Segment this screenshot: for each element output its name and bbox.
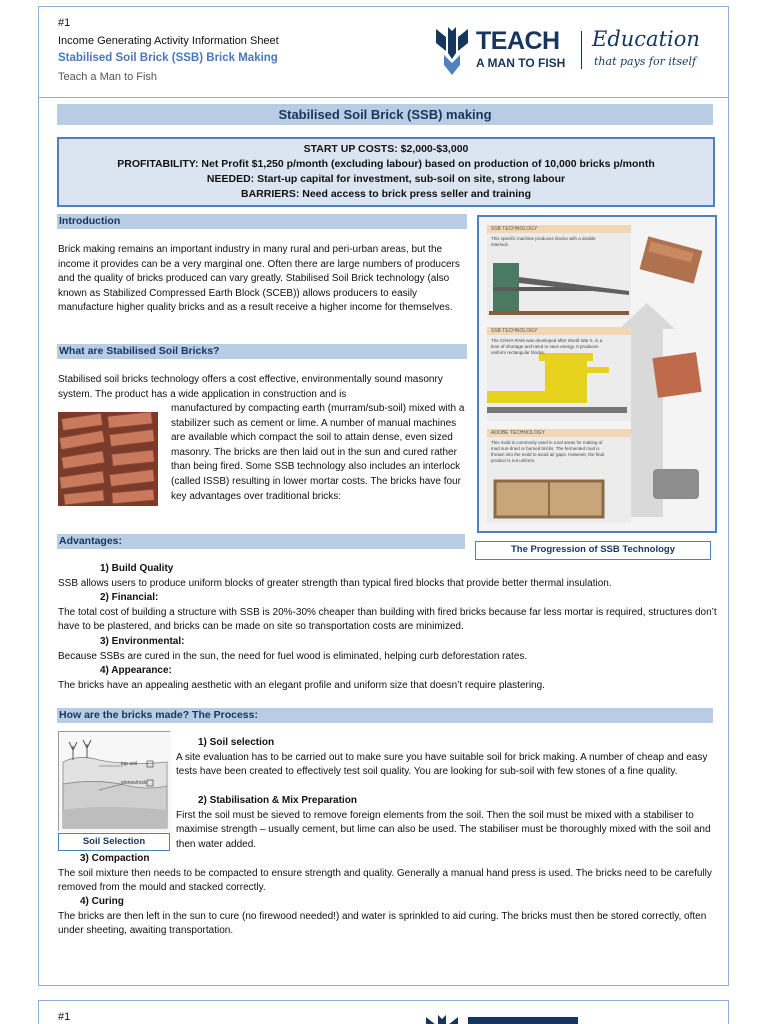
advantage-text: The bricks have an appealing aesthetic with an elegant profile and uniform size that doesn’t require plastering. — [58, 679, 545, 691]
intro-text: Brick making remains an important industry in many rural and peri-urban areas, but the income it provides can be a very marginal one. Often there are large numbers of producers and the quality of bricks produced can vary greatly. Stabilised Soil Brick technology (also known as Stabilized Compressed Earth Block (SCEB)) allows producers to easily manufacture higher quality bricks and as a result receive a higher income for themselves. — [58, 244, 460, 314]
panel1-text: This specific machine produces blocks with a double interlock. — [491, 236, 596, 247]
advantage-label: 2) Financial: — [100, 592, 159, 604]
panel3-title: ADOBE TECHNOLOGY — [491, 430, 545, 436]
advantages-list — [58, 562, 720, 693]
panel1-title: SSB TECHNOLOGY — [491, 226, 538, 232]
step-label: 1) Soil selection — [198, 737, 275, 748]
page-1 — [38, 6, 729, 986]
what-text-1: Stabilised soil bricks technology offers a cost effective, environmentally sound masonry system. The product has a wide application in construction and is — [58, 374, 443, 400]
logo-tagline: that pays for itself — [594, 55, 697, 68]
sheet-title: Stabilised Soil Brick (SSB) Brick Making — [58, 52, 278, 64]
ssb-progression-figure — [477, 215, 717, 533]
advantage-label: 3) Environmental: — [100, 635, 185, 647]
page2-number: #1 — [58, 1011, 71, 1023]
panel2-title: SSB TECHNOLOGY — [491, 328, 538, 334]
advantage-text: SSB allows users to produce uniform blocks of greater strength than typical fired blocks that provide better thermal insulation. — [58, 577, 612, 589]
advantages-heading: Advantages: — [57, 534, 465, 549]
what-text-2: manufactured by compacting earth (murram/sub-soil) mixed with a stabilizer such as cement or lime. A number of manual machines are available which compact the soil to attain dense, even sized masonry. The bricks are then laid out in the sun and cured rather than being fired. Some SSB technology also includes an interlock (called ISSB) resulting in lower mortar costs. The bricks have four key advantages over traditional bricks: — [171, 403, 465, 502]
step-label: 4) Curing — [80, 896, 124, 907]
panel2-text: The CINVA-RAM was developed after World War II, in a time of shortage and need to save energy. It produces uniform rectangular blocks. — [491, 338, 603, 355]
sheet-number: #1 — [58, 17, 71, 29]
fish-logo-icon — [434, 25, 470, 77]
org-name: Teach a Man to Fish — [58, 71, 158, 83]
step-text: The bricks are then left in the sun to cure (no firewood needed!) and water is sprinkled to aid curing. The bricks must then be stored correctly, often under sheeting, awaiting transportation. — [58, 910, 707, 937]
panel3-text: This mold is commonly used in rural areas for making of mud sun-dried or burned bricks. The fermented mud is thrown into the mold to avoid air gaps. However, the final product is not uniform. — [491, 440, 605, 463]
step-text: A site evaluation has to be carried out to make sure you have suitable soil for brick making. A number of cheap and easy tests have been created to effectively test soil quality. You are looking for sub-soil with few stones of a fine quality. — [176, 751, 708, 778]
brick-stack-photo — [58, 412, 158, 506]
logo-man-to-fish: A MAN TO FISH — [476, 56, 566, 70]
what-heading: What are Stabilised Soil Bricks? — [57, 344, 467, 359]
logo-education: Education — [592, 27, 700, 51]
logo-divider — [581, 31, 582, 69]
figure-caption: The Progression of SSB Technology — [475, 541, 711, 560]
step-label: 3) Compaction — [80, 853, 150, 864]
process-step-4 — [58, 895, 722, 939]
step-label: 2) Stabilisation & Mix Preparation — [198, 795, 357, 806]
header-divider — [39, 97, 728, 98]
sheet-subtitle: Income Generating Activity Information Sheet — [58, 35, 279, 47]
soil-selection-diagram — [58, 731, 170, 831]
soil-selection-caption: Soil Selection — [58, 833, 170, 851]
advantage-text: The total cost of building a structure with SSB is 20%-30% cheaper than building with fired bricks because far less mortar is required, structures don’t have to be plastered, and bricks can be made on site so transportation costs are minimized. — [58, 606, 717, 633]
page-2-top — [38, 1000, 729, 1024]
process-heading: How are the bricks made? The Process: — [57, 708, 713, 723]
process-step-1 — [176, 736, 722, 780]
advantage-label: 1) Build Quality — [100, 563, 174, 574]
intro-heading: Introduction — [57, 214, 467, 229]
topsoil-label: top soil — [121, 761, 137, 767]
main-title: Stabilised Soil Brick (SSB) making — [57, 104, 713, 125]
process-step-3 — [58, 852, 722, 896]
process-step-2 — [176, 794, 722, 852]
step-text: First the soil must be sieved to remove foreign elements from the soil. Then the soil must be mixed with a stabiliser to maximise strength – usually cement, but lime can also be used. The stabiliser must be thoroughly mixed with the soil and then water added. — [176, 809, 711, 850]
logo-teach: TEACH — [476, 27, 560, 55]
page2-logo-icon — [424, 1013, 584, 1024]
needed: NEEDED: Start-up capital for investment, sub-soil on site, strong labour — [206, 173, 566, 185]
barriers: BARRIERS: Need access to brick press seller and training — [240, 188, 532, 200]
teach-a-man-to-fish-logo — [434, 23, 704, 79]
startup-summary-box — [57, 137, 715, 207]
profitability: PROFITABILITY: Net Profit $1,250 p/month (excluding labour) based on production of 10,000 bricks p/month — [117, 158, 655, 170]
stones-label: stones/rock — [121, 780, 147, 786]
advantage-text: Because SSBs are cured in the sun, the need for fuel wood is eliminated, helping curb deforestation rates. — [58, 650, 528, 662]
startup-costs: START UP COSTS: $2,000-$3,000 — [303, 143, 469, 155]
advantage-label: 4) Appearance: — [100, 665, 172, 677]
step-text: The soil mixture then needs to be compacted to ensure strength and quality. Generally a manual hand press is used. The bricks need to be carefully removed from the mould and stacked correctly. — [58, 867, 712, 894]
